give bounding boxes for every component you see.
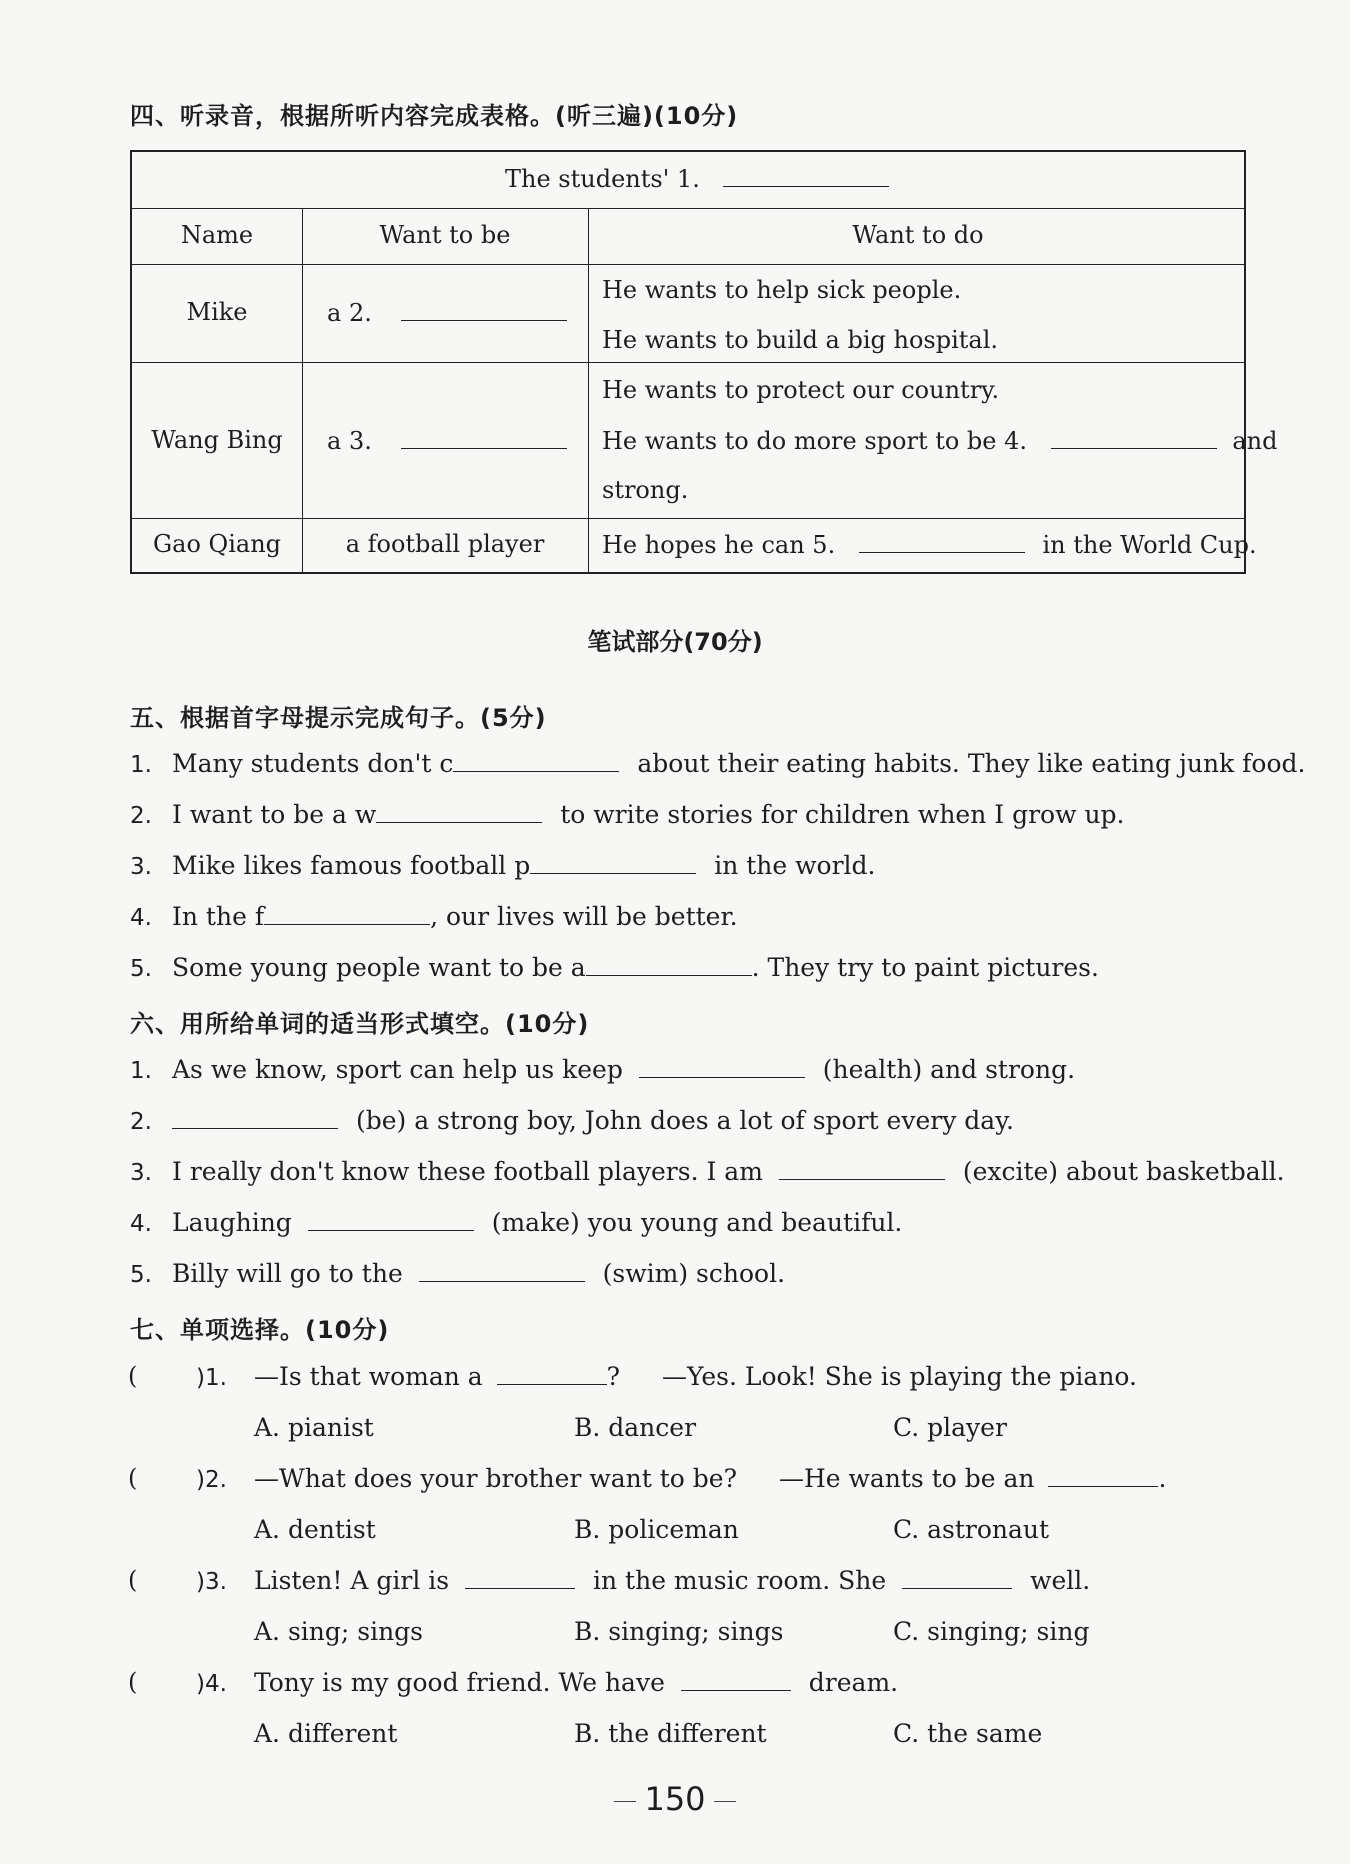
mc-question: )4. Tony is my good friend. We have dream. [196, 1668, 899, 1697]
answer-blank[interactable] [530, 851, 696, 874]
row-want-to-do-line: He wants to do more sport to be 4. and [602, 427, 1278, 455]
answer-paren[interactable]: ( [128, 1464, 138, 1492]
mc-option-c[interactable]: C. player [893, 1413, 1007, 1442]
answer-blank[interactable] [419, 1259, 585, 1282]
row-want-to-do-line: strong. [602, 476, 689, 504]
row-want-to-be: a 3. [327, 426, 567, 455]
answer-blank[interactable] [1048, 1464, 1158, 1487]
mc-option-a[interactable]: A. different [254, 1719, 398, 1748]
question-item: 5. Billy will go to the (swim) school. [130, 1259, 786, 1288]
table-title: The students' 1. [505, 164, 889, 193]
answer-blank[interactable] [902, 1566, 1012, 1589]
row-want-to-do-line: He hopes he can 5. in the World Cup. [602, 531, 1257, 559]
row-want-to-be: a football player [345, 530, 545, 558]
blank-4[interactable] [1051, 426, 1217, 449]
listening-table [130, 150, 1278, 574]
answer-blank[interactable] [639, 1055, 805, 1078]
blank-1[interactable] [723, 164, 889, 187]
row-want-to-be: a 2. [327, 298, 567, 327]
question-item: 3. Mike likes famous football p in the world. [130, 851, 876, 880]
answer-blank[interactable] [376, 800, 542, 823]
answer-blank[interactable] [681, 1668, 791, 1691]
mc-question: )1. —Is that woman a ? —Yes. Look! She is playing the piano. [196, 1362, 1137, 1391]
mc-option-a[interactable]: A. pianist [254, 1413, 374, 1442]
mc-option-c[interactable]: C. the same [893, 1719, 1043, 1748]
blank-2[interactable] [401, 298, 567, 321]
question-item: 2. (be) a strong boy, John does a lot of sport every day. [130, 1106, 1014, 1135]
question-item: 5. Some young people want to be a . They try to paint pictures. [130, 953, 1099, 982]
row-want-to-do-line: He wants to help sick people. [602, 276, 962, 304]
header-name: Name [180, 221, 254, 249]
answer-blank[interactable] [497, 1362, 607, 1385]
section-7-heading: 七、单项选择。(10分) [130, 1316, 390, 1344]
answer-paren[interactable]: ( [128, 1668, 138, 1696]
section-5-heading: 五、根据首字母提示完成句子。(5分) [130, 704, 547, 732]
section-6-heading: 六、用所给单词的适当形式填空。(10分) [130, 1010, 590, 1038]
row-name: Mike [186, 298, 248, 326]
answer-paren[interactable]: ( [128, 1362, 138, 1390]
question-item: 4. In the f , our lives will be better. [130, 902, 738, 931]
mc-option-c[interactable]: C. astronaut [893, 1515, 1050, 1544]
mc-option-c[interactable]: C. singing; sing [893, 1617, 1090, 1646]
answer-blank[interactable] [779, 1157, 945, 1180]
mc-option-b[interactable]: B. the different [574, 1719, 767, 1748]
answer-blank[interactable] [308, 1208, 474, 1231]
mc-question: )3. Listen! A girl is in the music room. She well. [196, 1566, 1091, 1595]
question-item: 2. I want to be a w to write stories for children when I grow up. [130, 800, 1125, 829]
question-item: 4. Laughing (make) you young and beautiful. [130, 1208, 903, 1237]
row-want-to-do-line: He wants to protect our country. [602, 376, 1000, 404]
blank-3[interactable] [401, 426, 567, 449]
page-number: 150 [0, 1780, 1350, 1818]
mc-question: )2. —What does your brother want to be? —He wants to be an . [196, 1464, 1167, 1493]
answer-blank[interactable] [465, 1566, 575, 1589]
mc-option-b[interactable]: B. singing; sings [574, 1617, 784, 1646]
answer-blank[interactable] [172, 1106, 338, 1129]
blank-5[interactable] [859, 530, 1025, 553]
written-part-heading: 笔试部分(70分) [587, 628, 763, 656]
question-item: 3. I really don't know these football players. I am (excite) about basketball. [130, 1157, 1285, 1186]
mc-option-a[interactable]: A. sing; sings [254, 1617, 424, 1646]
answer-blank[interactable] [586, 953, 752, 976]
mc-option-a[interactable]: A. dentist [254, 1515, 376, 1544]
header-want-to-do: Want to do [852, 221, 984, 249]
answer-paren[interactable]: ( [128, 1566, 138, 1594]
section-4-heading: 四、听录音，根据所听内容完成表格。(听三遍)(10分) [130, 102, 739, 130]
answer-blank[interactable] [453, 749, 619, 772]
row-name: Gao Qiang [152, 530, 282, 558]
row-want-to-do-line: He wants to build a big hospital. [602, 326, 999, 354]
question-item: 1. Many students don't c about their eating habits. They like eating junk food. [130, 749, 1306, 778]
header-want-to-be: Want to be [379, 221, 511, 249]
row-name: Wang Bing [151, 426, 283, 454]
question-item: 1. As we know, sport can help us keep (health) and strong. [130, 1055, 1076, 1084]
mc-option-b[interactable]: B. policeman [574, 1515, 739, 1544]
mc-option-b[interactable]: B. dancer [574, 1413, 697, 1442]
answer-blank[interactable] [264, 902, 430, 925]
